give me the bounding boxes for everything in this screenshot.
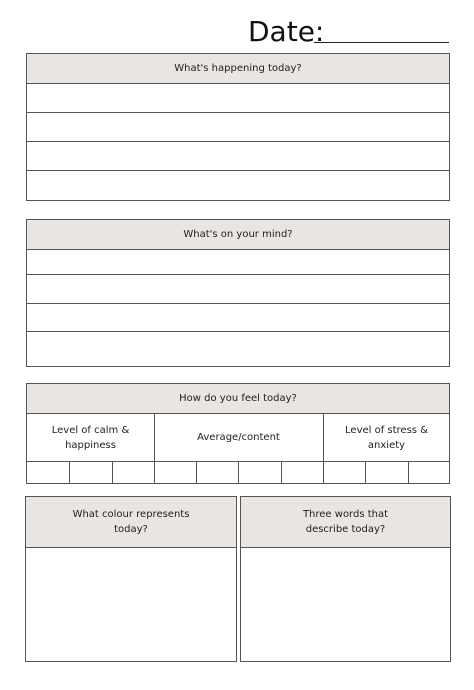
- colour-title: What colour represents today?: [26, 497, 236, 548]
- happening-section: [26, 53, 450, 201]
- happening-line-2[interactable]: [27, 141, 449, 142]
- feel-rating-cell[interactable]: [238, 461, 281, 484]
- mind-section: [26, 219, 450, 367]
- feel-rating-cell[interactable]: [196, 461, 238, 484]
- date-label: Date:: [248, 15, 325, 48]
- feel-category-average: Average/content: [197, 432, 280, 443]
- feel-title: How do you feel today?: [27, 384, 449, 414]
- feel-rating-cell[interactable]: [365, 461, 408, 484]
- mind-line-3[interactable]: [27, 331, 449, 332]
- feel-rating-cell[interactable]: [154, 461, 196, 484]
- feel-category-stress: Level of stress & anxiety: [345, 424, 428, 451]
- date-input-line[interactable]: [314, 42, 449, 43]
- happening-line-3[interactable]: [27, 170, 449, 171]
- feel-rating-cell[interactable]: [69, 461, 112, 484]
- happening-title: What's happening today?: [27, 54, 449, 84]
- feel-category-calm: Level of calm & happiness: [51, 424, 130, 451]
- mind-title: What's on your mind?: [27, 220, 449, 250]
- mind-line-2[interactable]: [27, 303, 449, 304]
- happening-line-1[interactable]: [27, 112, 449, 113]
- words-title: Three words that describe today?: [241, 497, 450, 548]
- feel-rating-cell[interactable]: [408, 461, 450, 484]
- colour-section: [25, 496, 237, 662]
- colour-answer-area[interactable]: [26, 548, 236, 661]
- words-section: [240, 496, 451, 662]
- feel-rating-cell[interactable]: [281, 461, 323, 484]
- feel-rating-cell[interactable]: [323, 461, 365, 484]
- feel-rating-cell[interactable]: [112, 461, 154, 484]
- feel-rating-cell[interactable]: [27, 461, 69, 484]
- mind-line-1[interactable]: [27, 274, 449, 275]
- words-answer-area[interactable]: [241, 548, 450, 661]
- feel-section: [26, 383, 450, 484]
